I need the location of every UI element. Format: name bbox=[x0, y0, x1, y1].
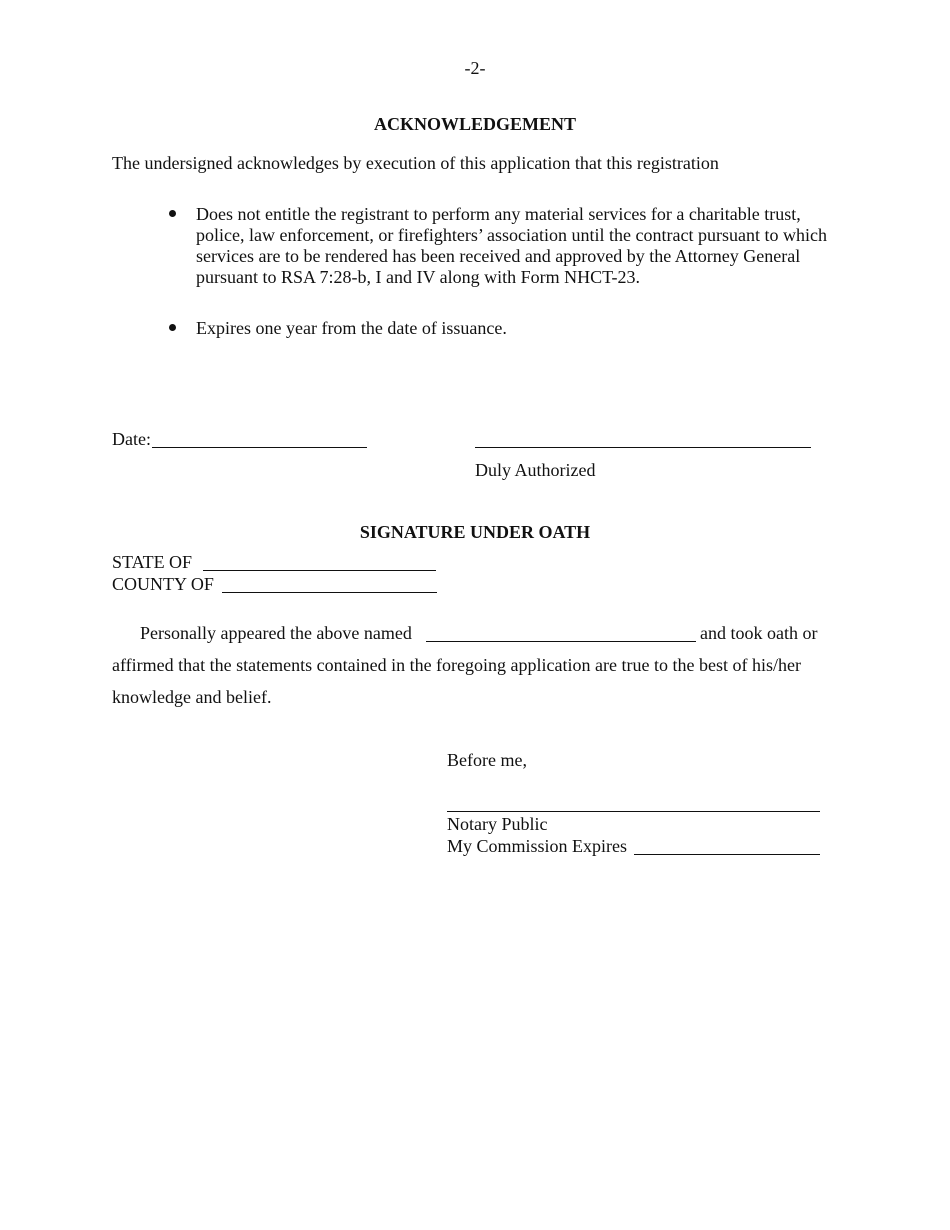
oath-paragraph-line-2: affirmed that the statements contained in the foregoing application are true to the best of his/her bbox=[112, 655, 801, 675]
acknowledgement-intro: The undersigned acknowledges by execution of this application that this registration bbox=[112, 153, 719, 173]
authorized-signer-label: Duly Authorized bbox=[475, 460, 596, 480]
notary-signature-line[interactable] bbox=[447, 811, 820, 812]
before-me-label: Before me, bbox=[447, 750, 527, 770]
state-label: STATE OF bbox=[112, 552, 193, 572]
bullet-icon bbox=[169, 324, 176, 331]
authorized-signature-line[interactable] bbox=[475, 447, 811, 448]
date-field-line[interactable] bbox=[152, 447, 367, 448]
commission-label: My Commission Expires bbox=[447, 836, 628, 856]
acknowledgement-bullet: Does not entitle the registrant to perform any material services for a charitable trust, police, law enforcement, or firefighters’ association until the contract pursuant to which services are to be rendered has been received and approved by the Attorney General pursuant to RSA 7:28-b, I and IV along with Form NHCT-23. bbox=[196, 204, 827, 287]
oath-paragraph-start: Personally appeared the above named bbox=[140, 623, 412, 643]
county-label: COUNTY OF bbox=[112, 574, 214, 594]
commission-expires-line[interactable] bbox=[634, 854, 820, 855]
oath-paragraph-after-blank: and took oath or bbox=[700, 623, 818, 643]
bullet-icon bbox=[169, 210, 176, 217]
oath-heading: SIGNATURE UNDER OATH bbox=[359, 522, 591, 542]
county-field-line[interactable] bbox=[222, 592, 437, 593]
acknowledgement-heading: ACKNOWLEDGEMENT bbox=[373, 114, 577, 134]
date-label: Date: bbox=[112, 429, 151, 449]
page-number: -2- bbox=[464, 58, 486, 78]
acknowledgement-bullet: Expires one year from the date of issuance. bbox=[196, 318, 507, 338]
oath-paragraph-line-3: knowledge and belief. bbox=[112, 687, 272, 707]
affiant-name-line[interactable] bbox=[426, 641, 696, 642]
notary-title: Notary Public bbox=[447, 814, 548, 834]
state-field-line[interactable] bbox=[203, 570, 436, 571]
